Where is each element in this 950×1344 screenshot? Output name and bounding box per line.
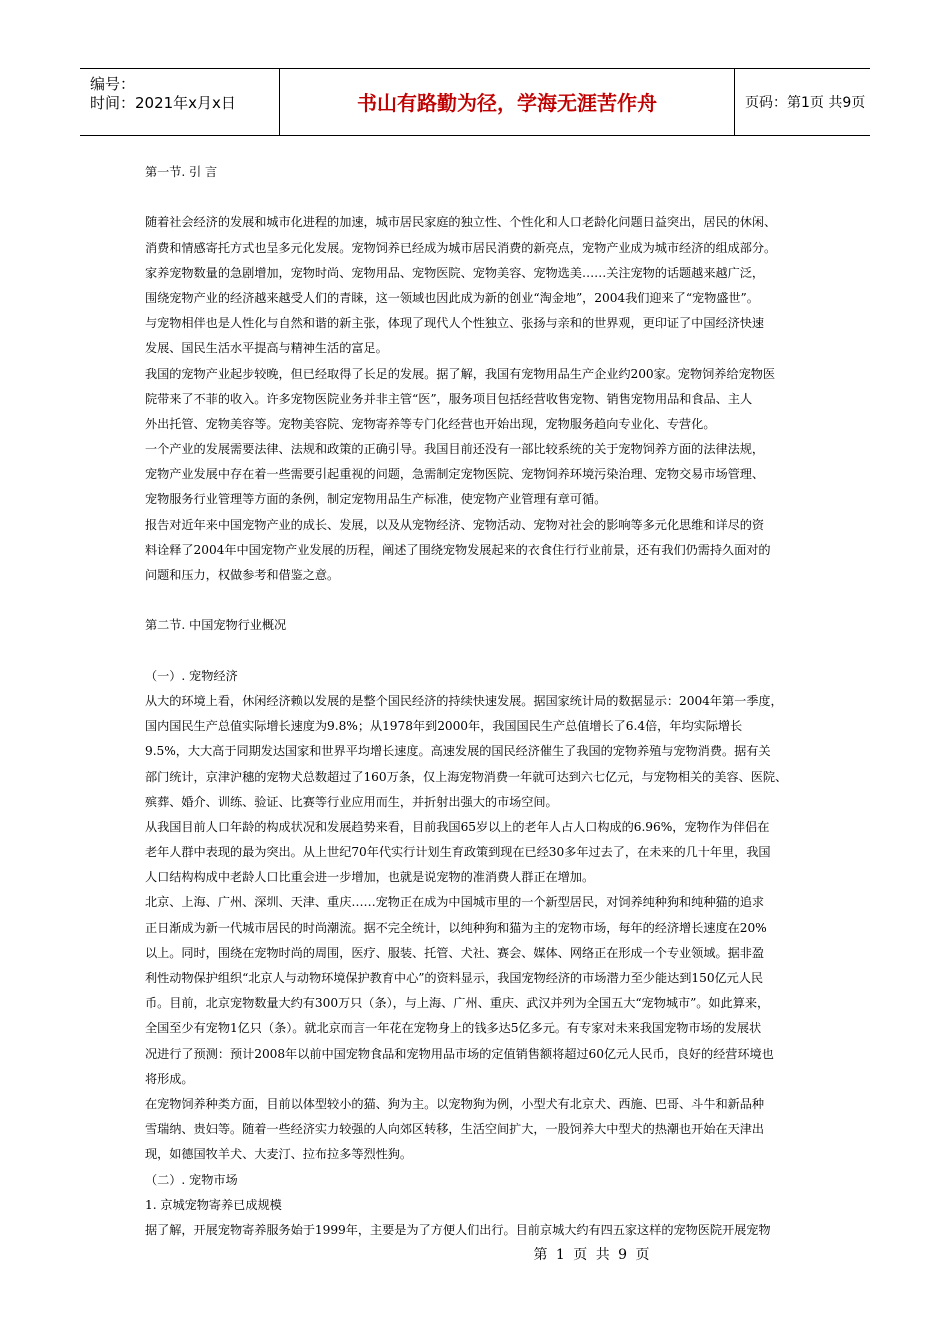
header-table — [80, 68, 870, 136]
text-line: 家养宠物数量的急剧增加，宠物时尚、宠物用品、宠物医院、宠物美容、宠物选美……关注宠物的话题越来越广泛， — [145, 265, 765, 280]
text-line: 围绕宠物产业的经济越来越受人们的青睐，这一领域也因此成为新的创业“淘金地”，2004我们迎来了“宠物盛世”。 — [145, 290, 759, 305]
text-line: 9.5%，大大高于同期发达国家和世界平均增长速度。高速发展的国民经济催生了我国的宠物养殖与宠物消费。据有关 — [145, 744, 771, 759]
text-line: 发展、国民生活水平提高与精神生活的富足。 — [145, 341, 388, 356]
text-line: 报告对近年来中国宠物产业的成长、发展，以及从宠物经济、宠物活动、宠物对社会的影响等多元化思维和详尽的资 — [145, 517, 765, 532]
text-line: 老年人群中表现的最为突出。从上世纪70年代实行计划生育政策到现在已经30多年过去了，在未来的几十年里，我国 — [145, 845, 771, 860]
text-line: 1. 京城宠物寄养已成规模 — [145, 1197, 282, 1212]
text-line: 第一节. 引 言 — [145, 165, 218, 179]
document-date: 时间：2021年x月x日 — [90, 94, 236, 112]
text-line: 雪瑞纳、贵妇等。随着一些经济实力较强的人向郊区转移，生活空间扩大，一股饲养大中型犬的热潮也开始在天津出 — [145, 1122, 765, 1137]
header-meta — [80, 69, 280, 135]
text-line: （一）. 宠物经济 — [145, 668, 238, 683]
page-footer: 第 1 页 共 9 页 — [533, 1247, 652, 1263]
document-number: 编号： — [90, 75, 136, 93]
text-line: 宠物产业发展中存在着一些需要引起重视的问题，急需制定宠物医院、宠物饲养环境污染治理、宠物交易市场管理、 — [145, 467, 765, 482]
text-line: （二）. 宠物市场 — [145, 1172, 238, 1187]
text-line: 一个产业的发展需要法律、法规和政策的正确引导。我国目前还没有一部比较系统的关于宠物饲养方面的法律法规， — [145, 442, 765, 457]
text-line: 部门统计，京津沪穗的宠物犬总数超过了160万条，仅上海宠物消费一年就可达到六七亿元，与宠物相关的美容、医院、 — [145, 769, 788, 784]
text-line: 问题和压力，权做参考和借鉴之意。 — [145, 568, 340, 582]
text-line: 消费和情感寄托方式也呈多元化发展。宠物饲养已经成为城市居民消费的新亮点，宠物产业成为城市经济的组成部分。 — [145, 240, 777, 255]
text-line: 北京、上海、广州、深圳、天津、重庆……宠物正在成为中国城市里的一个新型居民，对饲养纯种狗和纯种猫的追求 — [145, 895, 765, 910]
text-line: 在宠物饲养种类方面，目前以体型较小的猫、狗为主。以宠物狗为例，小型犬有北京犬、西施、巴哥、斗牛和新品种 — [145, 1096, 765, 1111]
header-page-number: 页码：第1页 共9页 — [745, 95, 866, 111]
blank-line — [145, 588, 825, 613]
text-line: 院带来了不菲的收入。许多宠物医院业务并非主管“医”，服务项目包括经营收售宠物、销售宠物用品和食品、主人 — [145, 391, 753, 406]
blank-line — [145, 185, 825, 210]
text-line: 与宠物相伴也是人性化与自然和谐的新主张，体现了现代人个性独立、张扬与亲和的世界观，更印证了中国经济快速 — [145, 316, 765, 331]
text-line: 料诠释了2004年中国宠物产业发展的历程，阐述了围绕宠物发展起来的衣食住行行业前景，还有我们仍需持久面对的 — [145, 542, 771, 557]
header-motto: 书山有路勤为径，学海无涯苦作舟 — [280, 69, 735, 135]
text-line: 人口结构构成中老龄人口比重会进一步增加，也就是说宠物的准消费人群正在增加。 — [145, 870, 595, 885]
text-line: 第二节. 中国宠物行业概况 — [145, 618, 287, 633]
blank-line — [145, 639, 825, 664]
text-line: 将形成。 — [145, 1071, 194, 1086]
document-body — [145, 160, 825, 1243]
text-line: 殡葬、婚介、训练、验证、比赛等行业应用而生，并折射出强大的市场空间。 — [145, 794, 558, 809]
text-line: 币。目前，北京宠物数量大约有300万只（条），与上海、广州、重庆、武汉并列为全国五大“宠物城市”。如此算来， — [145, 996, 770, 1011]
text-line: 外出托管、宠物美容等。宠物美容院、宠物寄养等专门化经营也开始出现，宠物服务趋向专业化、专营化。 — [145, 416, 716, 431]
text-line: 况进行了预测：预计2008年以前中国宠物食品和宠物用品市场的定值销售额将超过60亿元人民币，良好的经营环境也 — [145, 1046, 774, 1061]
text-line: 国内国民生产总值实际增长速度为9.8%；从1978年到2000年，我国国民生产总值增长了6.4倍，年均实际增长 — [145, 719, 743, 734]
text-line: 全国至少有宠物1亿只（条）。就北京而言一年花在宠物身上的钱多达5亿多元。有专家对未来我国宠物市场的发展状 — [145, 1021, 762, 1036]
text-line: 利性动物保护组织“北京人与动物环境保护教育中心”的资料显示，我国宠物经济的市场潜力至少能达到150亿元人民 — [145, 971, 764, 985]
text-line: 据了解，开展宠物寄养服务始于1999年，主要是为了方便人们出行。目前京城大约有四五家这样的宠物医院开展宠物 — [145, 1222, 771, 1237]
text-line: 从我国目前人口年龄的构成状况和发展趋势来看，目前我国65岁以上的老年人占人口构成的6.96%，宠物作为伴侣在 — [145, 819, 770, 834]
text-line: 以上。同时，围绕在宠物时尚的周围，医疗、服装、托管、犬社、赛会、媒体、网络正在形成一个专业领域。据非盈 — [145, 945, 765, 960]
text-line: 宠物服务行业管理等方面的条例，制定宠物用品生产标准，使宠物产业管理有章可循。 — [145, 492, 607, 507]
text-line: 从大的环境上看，休闲经济赖以发展的是整个国民经济的持续快速发展。据国家统计局的数据显示：2004年第一季度， — [145, 693, 783, 708]
text-line: 我国的宠物产业起步较晚，但已经取得了长足的发展。据了解，我国有宠物用品生产企业约200家。宠物饲养给宠物医 — [145, 366, 775, 381]
text-line: 随着社会经济的发展和城市化进程的加速，城市居民家庭的独立性、个性化和人口老龄化问题日益突出，居民的休闲、 — [145, 215, 777, 230]
text-line: 正日渐成为新一代城市居民的时尚潮流。据不完全统计，以纯种狗和猫为主的宠物市场，每年的经济增长速度在20% — [145, 920, 767, 935]
text-line: 现，如德国牧羊犬、大麦汀、拉布拉多等烈性狗。 — [145, 1147, 413, 1162]
